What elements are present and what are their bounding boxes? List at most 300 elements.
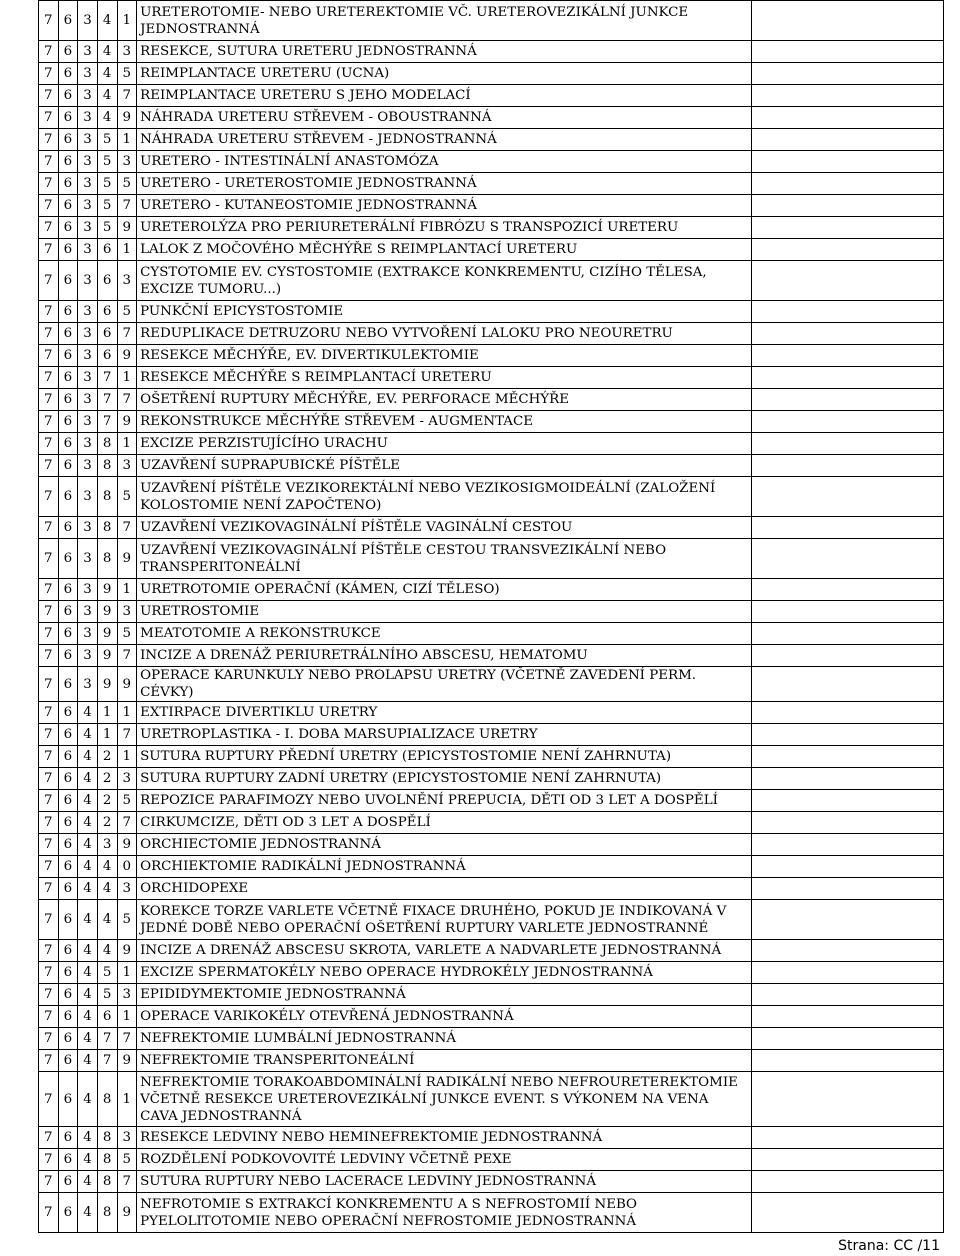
code-digit: 7 [39, 151, 59, 173]
table-row [39, 1149, 944, 1171]
procedure-description: NEFREKTOMIE TRANSPERITONEÁLNÍ [137, 1050, 752, 1072]
code-digit: 7 [39, 345, 59, 367]
procedure-description: REKONSTRUKCE MĚCHÝŘE STŘEVEM - AUGMENTACE [137, 411, 752, 433]
empty-cell [751, 812, 943, 834]
empty-cell [751, 900, 943, 940]
code-digit: 3 [78, 41, 98, 63]
empty-cell [751, 345, 943, 367]
code-digit: 7 [39, 367, 59, 389]
empty-cell [751, 41, 943, 63]
empty-cell [751, 1028, 943, 1050]
code-digit: 4 [97, 856, 117, 878]
code-digit: 7 [39, 195, 59, 217]
code-digit: 3 [78, 261, 98, 301]
table-row [39, 1, 944, 41]
code-digit: 3 [78, 389, 98, 411]
procedure-description: CYSTOTOMIE EV. CYSTOSTOMIE (EXTRAKCE KONKREMENTU, CIZÍHO TĚLESA, EXCIZE TUMORU...) [137, 261, 752, 301]
code-digit: 7 [117, 812, 137, 834]
code-digit: 1 [97, 724, 117, 746]
code-digit: 8 [97, 477, 117, 517]
code-digit: 8 [97, 1171, 117, 1193]
code-digit: 6 [58, 151, 78, 173]
empty-cell [751, 455, 943, 477]
code-digit: 5 [97, 195, 117, 217]
code-digit: 7 [39, 667, 59, 702]
code-digit: 3 [78, 517, 98, 539]
code-digit: 4 [78, 900, 98, 940]
code-digit: 6 [58, 85, 78, 107]
code-digit: 6 [97, 261, 117, 301]
code-digit: 7 [39, 746, 59, 768]
code-digit: 6 [58, 579, 78, 601]
code-digit: 4 [78, 1193, 98, 1233]
code-digit: 3 [117, 768, 137, 790]
table-row [39, 962, 944, 984]
empty-cell [751, 645, 943, 667]
code-digit: 3 [78, 539, 98, 579]
procedure-description: ORCHIDOPEXE [137, 878, 752, 900]
code-digit: 7 [39, 389, 59, 411]
code-digit: 4 [78, 768, 98, 790]
code-digit: 7 [117, 85, 137, 107]
empty-cell [751, 1072, 943, 1127]
procedure-description: UZAVŘENÍ VEZIKOVAGINÁLNÍ PÍŠTĚLE VAGINÁLNÍ CESTOU [137, 517, 752, 539]
procedure-description: LALOK Z MOČOVÉHO MĚCHÝŘE S REIMPLANTACÍ URETERU [137, 239, 752, 261]
code-digit: 5 [97, 217, 117, 239]
procedure-description: NÁHRADA URETERU STŘEVEM - JEDNOSTRANNÁ [137, 129, 752, 151]
code-digit: 1 [117, 433, 137, 455]
code-digit: 6 [58, 724, 78, 746]
table-row [39, 702, 944, 724]
table-row [39, 539, 944, 579]
code-digit: 7 [39, 85, 59, 107]
code-digit: 6 [58, 217, 78, 239]
empty-cell [751, 323, 943, 345]
procedure-description: URETERO - INTESTINÁLNÍ ANASTOMÓZA [137, 151, 752, 173]
code-digit: 6 [58, 1127, 78, 1149]
procedure-description: RESEKCE LEDVINY NEBO HEMINEFREKTOMIE JEDNOSTRANNÁ [137, 1127, 752, 1149]
code-digit: 7 [39, 940, 59, 962]
table-row [39, 724, 944, 746]
code-digit: 8 [97, 455, 117, 477]
table-row [39, 433, 944, 455]
code-digit: 3 [78, 579, 98, 601]
empty-cell [751, 856, 943, 878]
table-row [39, 85, 944, 107]
code-digit: 7 [117, 517, 137, 539]
table-row [39, 623, 944, 645]
table-row [39, 1171, 944, 1193]
empty-cell [751, 433, 943, 455]
empty-cell [751, 85, 943, 107]
code-digit: 3 [78, 107, 98, 129]
code-digit: 6 [58, 645, 78, 667]
code-digit: 4 [78, 1127, 98, 1149]
code-digit: 4 [78, 1149, 98, 1171]
procedure-description: MEATOTOMIE A REKONSTRUKCE [137, 623, 752, 645]
code-digit: 7 [39, 812, 59, 834]
empty-cell [751, 623, 943, 645]
code-digit: 3 [117, 601, 137, 623]
code-digit: 6 [58, 878, 78, 900]
empty-cell [751, 261, 943, 301]
table-row [39, 477, 944, 517]
procedure-description: URETROPLASTIKA - I. DOBA MARSUPIALIZACE URETRY [137, 724, 752, 746]
empty-cell [751, 1171, 943, 1193]
table-row [39, 645, 944, 667]
code-digit: 7 [97, 389, 117, 411]
code-digit: 7 [39, 107, 59, 129]
code-digit: 3 [78, 455, 98, 477]
code-digit: 3 [78, 667, 98, 702]
procedure-description: REDUPLIKACE DETRUZORU NEBO VYTVOŘENÍ LALOKU PRO NEOURETRU [137, 323, 752, 345]
procedure-description: UZAVŘENÍ SUPRAPUBICKÉ PÍŠTĚLE [137, 455, 752, 477]
code-digit: 6 [58, 1193, 78, 1233]
code-digit: 7 [39, 1171, 59, 1193]
table-row [39, 1050, 944, 1072]
code-digit: 0 [117, 856, 137, 878]
code-digit: 3 [117, 878, 137, 900]
code-digit: 6 [97, 1006, 117, 1028]
empty-cell [751, 301, 943, 323]
code-digit: 7 [39, 834, 59, 856]
code-digit: 6 [58, 63, 78, 85]
procedure-description: URETERO - URETEROSTOMIE JEDNOSTRANNÁ [137, 173, 752, 195]
code-digit: 6 [58, 900, 78, 940]
empty-cell [751, 834, 943, 856]
table-row [39, 173, 944, 195]
code-digit: 4 [78, 702, 98, 724]
table-row [39, 940, 944, 962]
table-row [39, 834, 944, 856]
code-digit: 7 [39, 724, 59, 746]
code-digit: 7 [117, 724, 137, 746]
empty-cell [751, 195, 943, 217]
table-row [39, 367, 944, 389]
code-digit: 5 [117, 790, 137, 812]
empty-cell [751, 217, 943, 239]
code-digit: 6 [58, 623, 78, 645]
code-digit: 7 [97, 367, 117, 389]
code-digit: 7 [39, 984, 59, 1006]
code-digit: 9 [117, 1050, 137, 1072]
code-digit: 6 [97, 239, 117, 261]
table-row [39, 812, 944, 834]
code-digit: 8 [97, 1072, 117, 1127]
procedure-code-table [38, 0, 944, 1233]
code-digit: 7 [39, 900, 59, 940]
code-digit: 8 [97, 1127, 117, 1149]
procedure-description: NEFROTOMIE S EXTRAKCÍ KONKREMENTU A S NEFROSTOMIÍ NEBO PYELOLITOTOMIE NEBO OPERAČNÍ NEFROSTOMIE JEDNOSTRANNÁ [137, 1193, 752, 1233]
code-digit: 6 [58, 1, 78, 41]
code-digit: 1 [117, 1, 137, 41]
procedure-description: SUTURA RUPTURY ZADNÍ URETRY (EPICYSTOSTOMIE NENÍ ZAHRNUTA) [137, 768, 752, 790]
code-digit: 9 [117, 667, 137, 702]
procedure-description: UZAVŘENÍ VEZIKOVAGINÁLNÍ PÍŠTĚLE CESTOU TRANSVEZIKÁLNÍ NEBO TRANSPERITONEÁLNÍ [137, 539, 752, 579]
code-digit: 6 [58, 1028, 78, 1050]
code-digit: 3 [117, 151, 137, 173]
code-digit: 9 [117, 217, 137, 239]
table-row [39, 301, 944, 323]
procedure-description: ORCHIECTOMIE JEDNOSTRANNÁ [137, 834, 752, 856]
code-digit: 6 [58, 129, 78, 151]
code-digit: 7 [39, 702, 59, 724]
code-digit: 9 [97, 579, 117, 601]
code-digit: 4 [97, 85, 117, 107]
code-digit: 5 [117, 623, 137, 645]
code-digit: 5 [97, 984, 117, 1006]
code-digit: 3 [78, 345, 98, 367]
code-digit: 7 [39, 878, 59, 900]
code-digit: 7 [117, 645, 137, 667]
code-digit: 6 [58, 667, 78, 702]
page-footer: Strana: CC /11 [838, 1238, 940, 1254]
table-row [39, 746, 944, 768]
code-digit: 9 [117, 1193, 137, 1233]
code-digit: 4 [97, 63, 117, 85]
code-digit: 9 [97, 667, 117, 702]
code-digit: 8 [97, 517, 117, 539]
code-digit: 4 [78, 856, 98, 878]
procedure-description: REIMPLANTACE URETERU (UCNA) [137, 63, 752, 85]
code-digit: 9 [97, 623, 117, 645]
procedure-description: NEFREKTOMIE TORAKOABDOMINÁLNÍ RADIKÁLNÍ NEBO NEFROURETEREKTOMIE VČETNĚ RESEKCE URETEROVEZIKÁLNÍ JUNKCE EVENT. S VÝKONEM NA VENA CAVA JEDNOSTRANNÁ [137, 1072, 752, 1127]
table-row [39, 239, 944, 261]
code-digit: 5 [97, 173, 117, 195]
empty-cell [751, 173, 943, 195]
empty-cell [751, 1006, 943, 1028]
code-digit: 4 [78, 1171, 98, 1193]
code-digit: 7 [39, 856, 59, 878]
table-row [39, 389, 944, 411]
code-digit: 3 [78, 173, 98, 195]
code-digit: 5 [117, 900, 137, 940]
procedure-description: OPERACE KARUNKULY NEBO PROLAPSU URETRY (VČETNĚ ZAVEDENÍ PERM. CÉVKY) [137, 667, 752, 702]
code-digit: 7 [39, 1028, 59, 1050]
code-digit: 7 [39, 790, 59, 812]
code-digit: 1 [117, 702, 137, 724]
code-digit: 6 [97, 345, 117, 367]
code-digit: 9 [117, 940, 137, 962]
code-digit: 6 [58, 301, 78, 323]
procedure-description: ORCHIEKTOMIE RADIKÁLNÍ JEDNOSTRANNÁ [137, 856, 752, 878]
code-digit: 3 [78, 239, 98, 261]
table-row [39, 768, 944, 790]
empty-cell [751, 151, 943, 173]
code-digit: 5 [117, 173, 137, 195]
empty-cell [751, 411, 943, 433]
procedure-description: NEFREKTOMIE LUMBÁLNÍ JEDNOSTRANNÁ [137, 1028, 752, 1050]
code-digit: 4 [78, 746, 98, 768]
table-row [39, 345, 944, 367]
code-digit: 6 [58, 834, 78, 856]
empty-cell [751, 239, 943, 261]
procedure-description: INCIZE A DRENÁŽ ABSCESU SKROTA, VARLETE A NADVARLETE JEDNOSTRANNÁ [137, 940, 752, 962]
empty-cell [751, 129, 943, 151]
code-digit: 7 [39, 962, 59, 984]
code-digit: 6 [58, 411, 78, 433]
code-digit: 3 [78, 323, 98, 345]
code-digit: 6 [58, 389, 78, 411]
code-digit: 3 [78, 63, 98, 85]
code-digit: 7 [39, 1072, 59, 1127]
code-digit: 6 [58, 702, 78, 724]
code-digit: 6 [58, 477, 78, 517]
code-digit: 4 [97, 940, 117, 962]
code-digit: 7 [39, 768, 59, 790]
code-digit: 7 [39, 411, 59, 433]
code-digit: 7 [39, 579, 59, 601]
code-digit: 4 [78, 1050, 98, 1072]
code-digit: 3 [78, 1, 98, 41]
table-row [39, 579, 944, 601]
code-digit: 1 [97, 702, 117, 724]
table-row [39, 107, 944, 129]
code-digit: 7 [39, 645, 59, 667]
code-digit: 7 [39, 433, 59, 455]
code-digit: 6 [58, 962, 78, 984]
code-digit: 9 [117, 834, 137, 856]
code-digit: 4 [78, 724, 98, 746]
code-digit: 6 [58, 41, 78, 63]
code-digit: 6 [58, 345, 78, 367]
code-digit: 1 [117, 746, 137, 768]
code-digit: 3 [78, 217, 98, 239]
code-digit: 7 [39, 455, 59, 477]
code-digit: 3 [78, 151, 98, 173]
code-digit: 3 [78, 601, 98, 623]
code-digit: 7 [117, 195, 137, 217]
code-digit: 2 [97, 812, 117, 834]
code-digit: 4 [78, 962, 98, 984]
code-digit: 2 [97, 768, 117, 790]
table-row [39, 195, 944, 217]
code-digit: 3 [78, 85, 98, 107]
code-digit: 3 [78, 411, 98, 433]
code-digit: 6 [58, 455, 78, 477]
code-digit: 4 [78, 812, 98, 834]
code-digit: 7 [97, 411, 117, 433]
table-row [39, 856, 944, 878]
code-digit: 4 [78, 1006, 98, 1028]
code-digit: 3 [97, 834, 117, 856]
table-row [39, 1127, 944, 1149]
code-digit: 5 [117, 477, 137, 517]
procedure-description: CIRKUMCIZE, DĚTI OD 3 LET A DOSPĚLÍ [137, 812, 752, 834]
code-digit: 7 [39, 601, 59, 623]
table-row [39, 411, 944, 433]
code-digit: 7 [39, 1050, 59, 1072]
procedure-description: UZAVŘENÍ PÍŠTĚLE VEZIKOREKTÁLNÍ NEBO VEZIKOSIGMOIDEÁLNÍ (ZALOŽENÍ KOLOSTOMIE NENÍ ZAPOČTENO) [137, 477, 752, 517]
procedure-description: RESEKCE MĚCHÝŘE S REIMPLANTACÍ URETERU [137, 367, 752, 389]
table-row [39, 63, 944, 85]
code-digit: 7 [39, 323, 59, 345]
code-digit: 6 [58, 1171, 78, 1193]
code-digit: 3 [117, 41, 137, 63]
empty-cell [751, 579, 943, 601]
empty-cell [751, 940, 943, 962]
code-digit: 5 [117, 1149, 137, 1171]
code-digit: 6 [58, 746, 78, 768]
empty-cell [751, 962, 943, 984]
table-row [39, 1072, 944, 1127]
empty-cell [751, 1149, 943, 1171]
code-digit: 4 [78, 834, 98, 856]
procedure-description: RESEKCE, SUTURA URETERU JEDNOSTRANNÁ [137, 41, 752, 63]
code-digit: 3 [117, 261, 137, 301]
code-digit: 5 [117, 301, 137, 323]
code-digit: 3 [117, 455, 137, 477]
code-digit: 7 [39, 217, 59, 239]
code-digit: 3 [78, 433, 98, 455]
empty-cell [751, 107, 943, 129]
table-row [39, 900, 944, 940]
code-digit: 7 [117, 323, 137, 345]
code-digit: 3 [78, 645, 98, 667]
code-digit: 7 [39, 1149, 59, 1171]
procedure-description: INCIZE A DRENÁŽ PERIURETRÁLNÍHO ABSCESU, HEMATOMU [137, 645, 752, 667]
code-digit: 6 [58, 812, 78, 834]
table-row [39, 41, 944, 63]
code-digit: 7 [117, 1028, 137, 1050]
procedure-description: OPERACE VARIKOKÉLY OTEVŘENÁ JEDNOSTRANNÁ [137, 1006, 752, 1028]
procedure-description: RESEKCE MĚCHÝŘE, EV. DIVERTIKULEKTOMIE [137, 345, 752, 367]
code-digit: 1 [117, 367, 137, 389]
code-digit: 7 [39, 623, 59, 645]
table-row [39, 455, 944, 477]
code-digit: 5 [97, 129, 117, 151]
procedure-description: KOREKCE TORZE VARLETE VČETNĚ FIXACE DRUHÉHO, POKUD JE INDIKOVANÁ V JEDNÉ DOBĚ NEBO OPERAČNÍ OŠETŘENÍ RUPTURY VARLETE JEDNOSTRANNÉ [137, 900, 752, 940]
code-digit: 6 [58, 1050, 78, 1072]
code-digit: 6 [58, 195, 78, 217]
code-digit: 6 [58, 768, 78, 790]
empty-cell [751, 746, 943, 768]
code-digit: 7 [39, 1193, 59, 1233]
code-digit: 8 [97, 433, 117, 455]
table-row [39, 1006, 944, 1028]
code-digit: 7 [117, 389, 137, 411]
procedure-description: REIMPLANTACE URETERU S JEHO MODELACÍ [137, 85, 752, 107]
procedure-description: SUTURA RUPTURY NEBO LACERACE LEDVINY JEDNOSTRANNÁ [137, 1171, 752, 1193]
table-row [39, 217, 944, 239]
code-digit: 3 [78, 301, 98, 323]
code-digit: 6 [58, 323, 78, 345]
empty-cell [751, 539, 943, 579]
code-digit: 4 [97, 1, 117, 41]
procedure-description: URETEROTOMIE- NEBO URETEREKTOMIE VČ. URETEROVEZIKÁLNÍ JUNKCE JEDNOSTRANNÁ [137, 1, 752, 41]
empty-cell [751, 878, 943, 900]
code-digit: 6 [58, 1072, 78, 1127]
code-digit: 7 [117, 1171, 137, 1193]
code-digit: 8 [97, 1193, 117, 1233]
code-digit: 4 [78, 1072, 98, 1127]
code-digit: 7 [39, 261, 59, 301]
code-digit: 7 [39, 129, 59, 151]
empty-cell [751, 790, 943, 812]
table-row [39, 1193, 944, 1233]
code-digit: 6 [58, 239, 78, 261]
procedure-description: ROZDĚLENÍ PODKOVOVITÉ LEDVINY VČETNĚ PEXE [137, 1149, 752, 1171]
empty-cell [751, 724, 943, 746]
table-row [39, 601, 944, 623]
code-digit: 5 [97, 962, 117, 984]
code-digit: 6 [58, 433, 78, 455]
procedure-description: SUTURA RUPTURY PŘEDNÍ URETRY (EPICYSTOSTOMIE NENÍ ZAHRNUTA) [137, 746, 752, 768]
code-digit: 9 [97, 645, 117, 667]
code-digit: 9 [117, 411, 137, 433]
code-digit: 6 [97, 323, 117, 345]
code-digit: 7 [39, 41, 59, 63]
